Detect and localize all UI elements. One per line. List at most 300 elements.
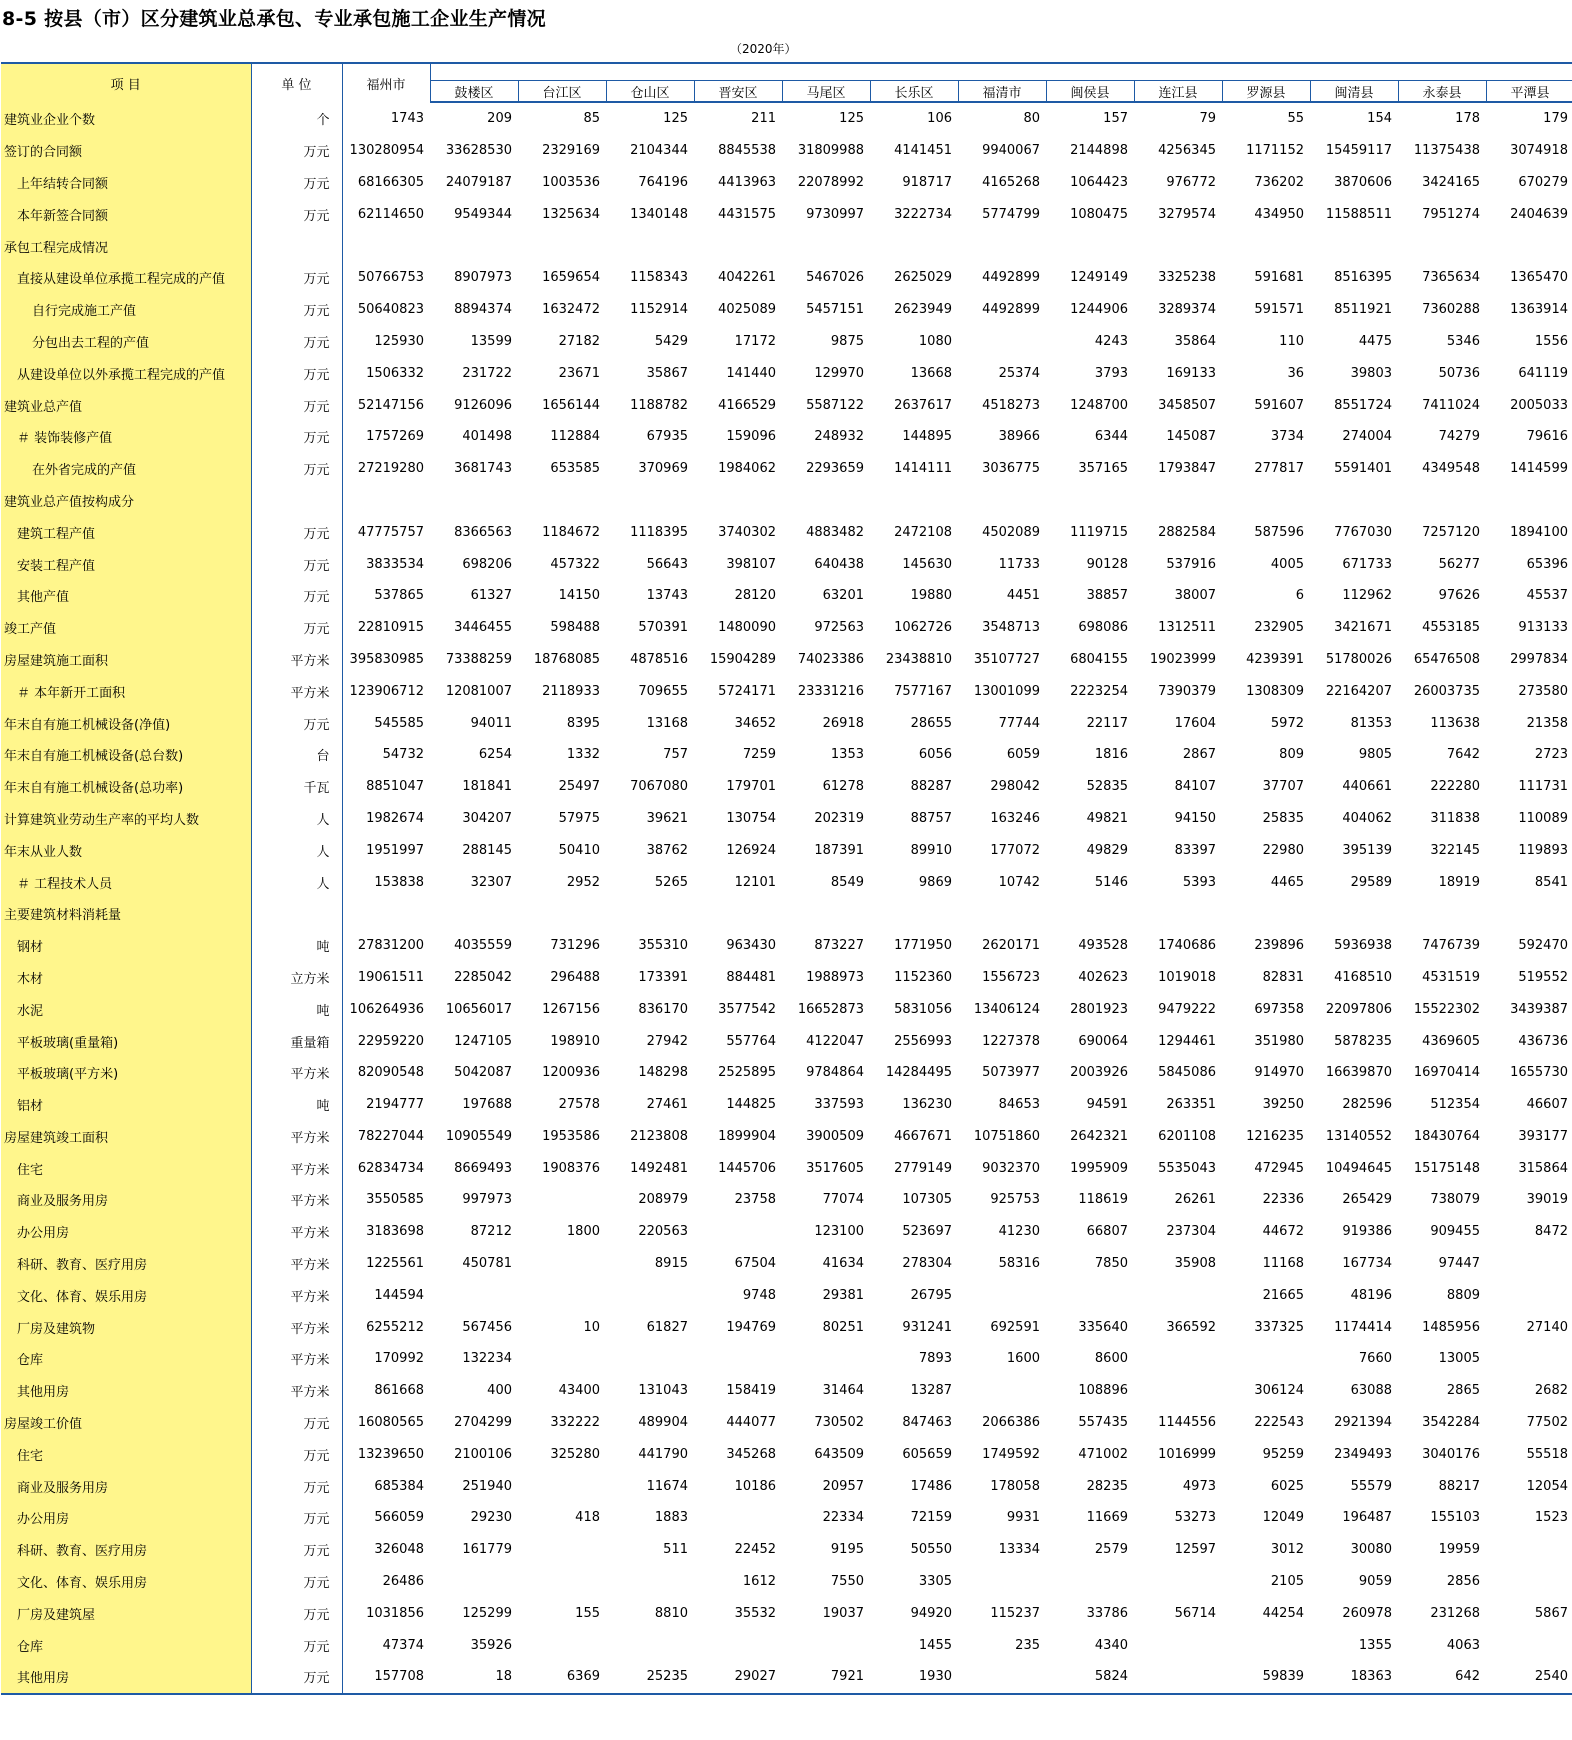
cell-value: 55 [1287, 111, 1304, 127]
cell-value: 155103 [1430, 1510, 1480, 1526]
cell-value [694, 485, 782, 517]
cell-value [606, 1629, 694, 1661]
cell-value: 2637617 [894, 397, 952, 413]
cell-value: 209 [487, 111, 512, 127]
cell-value: 13168 [646, 715, 688, 731]
cell-value: 3577542 [718, 1001, 776, 1017]
header-district: 平潭县 [1486, 81, 1572, 103]
cell-value: 9549344 [454, 206, 512, 222]
cell-value: 15175148 [1413, 1160, 1480, 1176]
cell-value: 27182 [558, 333, 600, 349]
cell-value: 591571 [1254, 302, 1304, 318]
cell-value [782, 1629, 870, 1661]
cell-value: 82090548 [357, 1065, 424, 1081]
cell-value: 9479222 [1158, 1001, 1216, 1017]
cell-value [1222, 230, 1310, 262]
cell-value: 5936938 [1334, 938, 1392, 954]
cell-value: 311838 [1430, 810, 1480, 826]
cell-value: 123906712 [349, 683, 424, 699]
cell-value: 9195 [830, 1542, 864, 1558]
cell-value: 6369 [518, 1661, 606, 1694]
cell-value: 3793 [1094, 365, 1128, 381]
row-label: 年末自有施工机械设备(总台数) [1, 739, 251, 771]
cell-value: 3439387 [1510, 1001, 1568, 1017]
cell-value: 239896 [1254, 938, 1304, 954]
row-unit: 平方米 [251, 1184, 342, 1216]
cell-value: 131043 [638, 1383, 688, 1399]
header-spacer [1398, 63, 1486, 81]
cell-value: 9059 [1358, 1574, 1392, 1590]
cell-value: 1062726 [894, 620, 952, 636]
cell-value: 90128 [1086, 556, 1128, 572]
cell-value: 7767030 [1334, 524, 1392, 540]
cell-value: 94150 [1174, 810, 1216, 826]
cell-value: 1174414 [1334, 1319, 1392, 1335]
cell-value: 4973 [1182, 1478, 1216, 1494]
cell-value: 13406124 [973, 1001, 1040, 1017]
row-label: 铝材 [1, 1089, 251, 1121]
cell-value: 1227378 [982, 1033, 1040, 1049]
cell-value: 2293659 [806, 461, 864, 477]
cell-value: 7259 [742, 747, 776, 763]
cell-value: 2404639 [1510, 206, 1568, 222]
cell-value: 8366563 [454, 524, 512, 540]
row-unit: 万元 [251, 421, 342, 453]
cell-value: 325280 [550, 1446, 600, 1462]
cell-value: 925753 [990, 1192, 1040, 1208]
cell-value: 97447 [1438, 1256, 1480, 1272]
cell-value: 77744 [998, 715, 1040, 731]
cell-value: 3458507 [1158, 397, 1216, 413]
cell-value: 1556 [1534, 333, 1568, 349]
cell-value: 113638 [1430, 715, 1480, 731]
cell-value: 235 [1015, 1637, 1040, 1653]
cell-value [958, 898, 1046, 930]
cell-value: 692591 [990, 1319, 1040, 1335]
cell-value: 4878516 [630, 651, 688, 667]
cell-value: 161779 [462, 1542, 512, 1558]
cell-value: 263351 [1166, 1097, 1216, 1113]
row-label: 钢材 [1, 930, 251, 962]
cell-value: 1332 [566, 747, 600, 763]
cell-value: 15904289 [709, 651, 776, 667]
cell-value: 7921 [782, 1661, 870, 1694]
cell-value [782, 230, 870, 262]
cell-value: 2472108 [894, 524, 952, 540]
cell-value: 125 [663, 111, 688, 127]
cell-value: 49829 [1086, 842, 1128, 858]
cell-value [430, 230, 518, 262]
row-label: 科研、教育、医疗用房 [1, 1248, 251, 1280]
cell-value [342, 230, 430, 262]
cell-value: 591681 [1254, 270, 1304, 286]
row-unit: 平方米 [251, 1343, 342, 1375]
cell-value [1134, 1343, 1222, 1375]
cell-value: 52835 [1086, 779, 1128, 795]
row-label: 建筑业总产值按构成分 [1, 485, 251, 517]
cell-value: 1656144 [542, 397, 600, 413]
cell-value [430, 485, 518, 517]
row-label: ＃ 装饰装修产值 [1, 421, 251, 453]
cell-value: 315864 [1518, 1160, 1568, 1176]
row-unit: 万元 [251, 548, 342, 580]
cell-value: 764196 [638, 174, 688, 190]
cell-value: 95259 [1262, 1446, 1304, 1462]
cell-value: 66807 [1086, 1224, 1128, 1240]
cell-value: 208979 [638, 1192, 688, 1208]
cell-value: 519552 [1518, 969, 1568, 985]
cell-value: 22164207 [1325, 683, 1392, 699]
cell-value: 57975 [558, 810, 600, 826]
cell-value: 78227044 [357, 1128, 424, 1144]
row-label: 仓库 [1, 1343, 251, 1375]
cell-value: 4465 [1270, 874, 1304, 890]
cell-value: 919386 [1342, 1224, 1392, 1240]
cell-value: 52147156 [357, 397, 424, 413]
cell-value [518, 1629, 606, 1661]
row-label: 签订的合同额 [1, 135, 251, 167]
cell-value: 34652 [734, 715, 776, 731]
row-label: 建筑业总产值 [1, 389, 251, 421]
cell-value: 278304 [902, 1256, 952, 1272]
cell-value: 6201108 [1158, 1128, 1216, 1144]
cell-value: 19037 [822, 1605, 864, 1621]
row-unit: 平方米 [251, 1248, 342, 1280]
cell-value: 260978 [1342, 1605, 1392, 1621]
cell-value [1486, 1343, 1572, 1375]
row-unit: 平方米 [251, 1057, 342, 1089]
cell-value: 110 [1279, 333, 1304, 349]
cell-value: 79 [1199, 111, 1216, 127]
cell-value: 23671 [558, 365, 600, 381]
cell-value: 1883 [654, 1510, 688, 1526]
cell-value: 248932 [814, 429, 864, 445]
row-unit: 万元 [251, 453, 342, 485]
cell-value: 67935 [646, 429, 688, 445]
cell-value: 512354 [1430, 1097, 1480, 1113]
cell-value: 22452 [734, 1542, 776, 1558]
cell-value: 1982674 [366, 810, 424, 826]
cell-value: 30080 [1350, 1542, 1392, 1558]
row-label: 建筑业企业个数 [1, 102, 251, 135]
cell-value: 5587122 [806, 397, 864, 413]
row-label: 计算建筑业劳动生产率的平均人数 [1, 803, 251, 835]
cell-value [1134, 230, 1222, 262]
cell-value: 9875 [830, 333, 864, 349]
cell-value [958, 230, 1046, 262]
cell-value: 3734 [1270, 429, 1304, 445]
cell-value: 3424165 [1422, 174, 1480, 190]
cell-value [1398, 485, 1486, 517]
cell-value: 335640 [1078, 1319, 1128, 1335]
cell-value: 493528 [1078, 938, 1128, 954]
cell-value: 2194777 [366, 1097, 424, 1113]
cell-value: 155 [575, 1605, 600, 1621]
cell-value: 18363 [1310, 1661, 1398, 1694]
header-spacer [1486, 63, 1572, 81]
cell-value: 2066386 [982, 1415, 1040, 1431]
table-row [1, 1057, 1572, 1089]
cell-value: 836170 [638, 1001, 688, 1017]
cell-value: 1080 [918, 333, 952, 349]
cell-value: 19023999 [1149, 651, 1216, 667]
cell-value: 273580 [1518, 683, 1568, 699]
cell-value: 62834734 [357, 1160, 424, 1176]
cell-value: 27461 [646, 1097, 688, 1113]
cell-value: 197688 [462, 1097, 512, 1113]
cell-value: 587596 [1254, 524, 1304, 540]
table-row [1, 1311, 1572, 1343]
cell-value: 8845538 [718, 143, 776, 159]
cell-value: 4492899 [982, 302, 1040, 318]
table-row [1, 167, 1572, 199]
cell-value: 10751860 [973, 1128, 1040, 1144]
cell-value: 23758 [734, 1192, 776, 1208]
cell-value: 7360288 [1422, 302, 1480, 318]
cell-value: 570391 [638, 620, 688, 636]
cell-value: 1632472 [542, 302, 600, 318]
cell-value [518, 485, 606, 517]
cell-value: 3900509 [806, 1128, 864, 1144]
cell-value: 3289374 [1158, 302, 1216, 318]
cell-value: 80251 [822, 1319, 864, 1335]
cell-value: 730502 [814, 1415, 864, 1431]
table-row [1, 993, 1572, 1025]
table-row [1, 357, 1572, 389]
table-row [1, 707, 1572, 739]
cell-value: 7850 [1094, 1256, 1128, 1272]
cell-value: 1757269 [366, 429, 424, 445]
cell-value [1134, 1629, 1222, 1661]
row-unit: 台 [251, 739, 342, 771]
cell-value: 196487 [1342, 1510, 1392, 1526]
cell-value: 31809988 [797, 143, 864, 159]
cell-value: 56714 [1174, 1605, 1216, 1621]
cell-value: 22334 [822, 1510, 864, 1526]
cell-value: 83397 [1174, 842, 1216, 858]
cell-value [1222, 485, 1310, 517]
row-unit: 万元 [251, 1534, 342, 1566]
cell-value: 163246 [990, 810, 1040, 826]
cell-value: 232905 [1254, 620, 1304, 636]
row-label: 厂房及建筑物 [1, 1311, 251, 1343]
row-label: 安装工程产值 [1, 548, 251, 580]
cell-value: 14284495 [885, 1065, 952, 1081]
cell-value: 3517605 [806, 1160, 864, 1176]
cell-value: 3012 [1270, 1542, 1304, 1558]
cell-value [782, 898, 870, 930]
cell-value: 6804155 [1070, 651, 1128, 667]
cell-value: 38007 [1174, 588, 1216, 604]
cell-value [430, 1279, 518, 1311]
cell-value: 5535043 [1158, 1160, 1216, 1176]
table-row [1, 1184, 1572, 1216]
cell-value: 44254 [1262, 1605, 1304, 1621]
cell-value: 671733 [1342, 556, 1392, 572]
cell-value: 4531519 [1422, 969, 1480, 985]
cell-value: 24079187 [445, 174, 512, 190]
cell-value: 12597 [1174, 1542, 1216, 1558]
cell-value: 7577167 [894, 683, 952, 699]
cell-value: 1523 [1534, 1510, 1568, 1526]
cell-value: 690064 [1078, 1033, 1128, 1049]
cell-value: 1740686 [1158, 938, 1216, 954]
table-row [1, 898, 1572, 930]
cell-value: 145087 [1166, 429, 1216, 445]
cell-value [1222, 1629, 1310, 1661]
cell-value: 27140 [1526, 1319, 1568, 1335]
row-label: 承包工程完成情况 [1, 230, 251, 262]
cell-value: 11588511 [1325, 206, 1392, 222]
cell-value [1486, 485, 1572, 517]
cell-value: 87212 [470, 1224, 512, 1240]
cell-value: 7660 [1358, 1351, 1392, 1367]
row-unit: 万元 [251, 1470, 342, 1502]
cell-value [430, 1566, 518, 1598]
cell-value: 567456 [462, 1319, 512, 1335]
cell-value: 8551724 [1334, 397, 1392, 413]
cell-value: 8541 [1534, 874, 1568, 890]
cell-value: 49821 [1086, 810, 1128, 826]
cell-value: 4502089 [982, 524, 1040, 540]
cell-value: 65476508 [1413, 651, 1480, 667]
header-spacer [694, 63, 782, 81]
cell-value: 8894374 [454, 302, 512, 318]
cell-value: 1445706 [718, 1160, 776, 1176]
cell-value: 598488 [550, 620, 600, 636]
cell-value: 2623949 [894, 302, 952, 318]
cell-value: 35867 [646, 365, 688, 381]
cell-value: 3542284 [1422, 1415, 1480, 1431]
cell-value: 1294461 [1158, 1033, 1216, 1049]
cell-value [870, 230, 958, 262]
row-label: 办公用房 [1, 1216, 251, 1248]
cell-value: 5591401 [1334, 461, 1392, 477]
cell-value: 45537 [1526, 588, 1568, 604]
cell-value: 26486 [382, 1574, 424, 1590]
cell-value [518, 898, 606, 930]
row-unit: 万元 [251, 1661, 342, 1694]
cell-value: 5831056 [894, 1001, 952, 1017]
row-unit: 万元 [251, 167, 342, 199]
cell-value [342, 485, 430, 517]
cell-value: 1659654 [542, 270, 600, 286]
cell-value: 1244906 [1070, 302, 1128, 318]
header-district: 闽侯县 [1046, 81, 1134, 103]
cell-value: 3446455 [454, 620, 512, 636]
cell-value [1398, 230, 1486, 262]
cell-value: 2003926 [1070, 1065, 1128, 1081]
cell-value: 13005 [1438, 1351, 1480, 1367]
cell-value [694, 1629, 782, 1661]
cell-value: 16652873 [797, 1001, 864, 1017]
cell-value: 537916 [1166, 556, 1216, 572]
cell-value: 1600 [1006, 1351, 1040, 1367]
cell-value [1310, 898, 1398, 930]
cell-value: 918717 [902, 174, 952, 190]
cell-value: 74023386 [797, 651, 864, 667]
cell-value: 65396 [1526, 556, 1568, 572]
cell-value: 4166529 [718, 397, 776, 413]
header-spacer [606, 63, 694, 81]
cell-value: 2100106 [454, 1446, 512, 1462]
table-row [1, 1121, 1572, 1153]
cell-value: 1363914 [1510, 302, 1568, 318]
cell-value: 27578 [558, 1097, 600, 1113]
cell-value: 220563 [638, 1224, 688, 1240]
cell-value: 111731 [1518, 779, 1568, 795]
cell-value: 5265 [654, 874, 688, 890]
row-unit: 人 [251, 834, 342, 866]
cell-value: 29027 [694, 1661, 782, 1694]
cell-value: 450781 [462, 1256, 512, 1272]
table-row [1, 834, 1572, 866]
cell-value [694, 230, 782, 262]
cell-value: 489904 [638, 1415, 688, 1431]
row-label: 住宅 [1, 1152, 251, 1184]
cell-value: 85 [583, 111, 600, 127]
row-unit: 平方米 [251, 1375, 342, 1407]
cell-value [870, 485, 958, 517]
cell-value: 4063 [1446, 1637, 1480, 1653]
table-row [1, 262, 1572, 294]
header-district: 晋安区 [694, 81, 782, 103]
cell-value: 2867 [1182, 747, 1216, 763]
cell-value: 107305 [902, 1192, 952, 1208]
row-label: 从建设单位以外承揽工程完成的产值 [1, 357, 251, 389]
row-unit: 万元 [251, 612, 342, 644]
cell-value: 29230 [470, 1510, 512, 1526]
cell-value: 2779149 [894, 1160, 952, 1176]
cell-value: 36 [1287, 365, 1304, 381]
cell-value: 1485956 [1422, 1319, 1480, 1335]
cell-value: 13001099 [973, 683, 1040, 699]
cell-value: 1908376 [542, 1160, 600, 1176]
cell-value: 3040176 [1422, 1446, 1480, 1462]
cell-value: 19959 [1438, 1542, 1480, 1558]
row-unit: 万元 [251, 580, 342, 612]
cell-value [1486, 1534, 1572, 1566]
cell-value: 22097806 [1325, 1001, 1392, 1017]
cell-value: 4256345 [1158, 143, 1216, 159]
table-row [1, 1566, 1572, 1598]
cell-value: 2882584 [1158, 524, 1216, 540]
cell-value: 11733 [998, 556, 1040, 572]
table-row [1, 389, 1572, 421]
cell-value: 22980 [1262, 842, 1304, 858]
cell-value: 1216235 [1246, 1128, 1304, 1144]
table-row [1, 294, 1572, 326]
cell-value: 7476739 [1422, 938, 1480, 954]
cell-value: 436736 [1518, 1033, 1568, 1049]
table-row [1, 1279, 1572, 1311]
cell-value: 21358 [1526, 715, 1568, 731]
cell-value: 809 [1279, 747, 1304, 763]
cell-value: 198910 [550, 1033, 600, 1049]
cell-value: 88287 [910, 779, 952, 795]
cell-value: 2997834 [1510, 651, 1568, 667]
cell-value: 202319 [814, 810, 864, 826]
header-spacer [870, 63, 958, 81]
cell-value: 6254 [478, 747, 512, 763]
cell-value: 31464 [822, 1383, 864, 1399]
cell-value: 11375438 [1413, 143, 1480, 159]
cell-value: 709655 [638, 683, 688, 699]
cell-value: 106 [927, 111, 952, 127]
cell-value: 29381 [822, 1287, 864, 1303]
cell-value: 457322 [550, 556, 600, 572]
table-row [1, 962, 1572, 994]
